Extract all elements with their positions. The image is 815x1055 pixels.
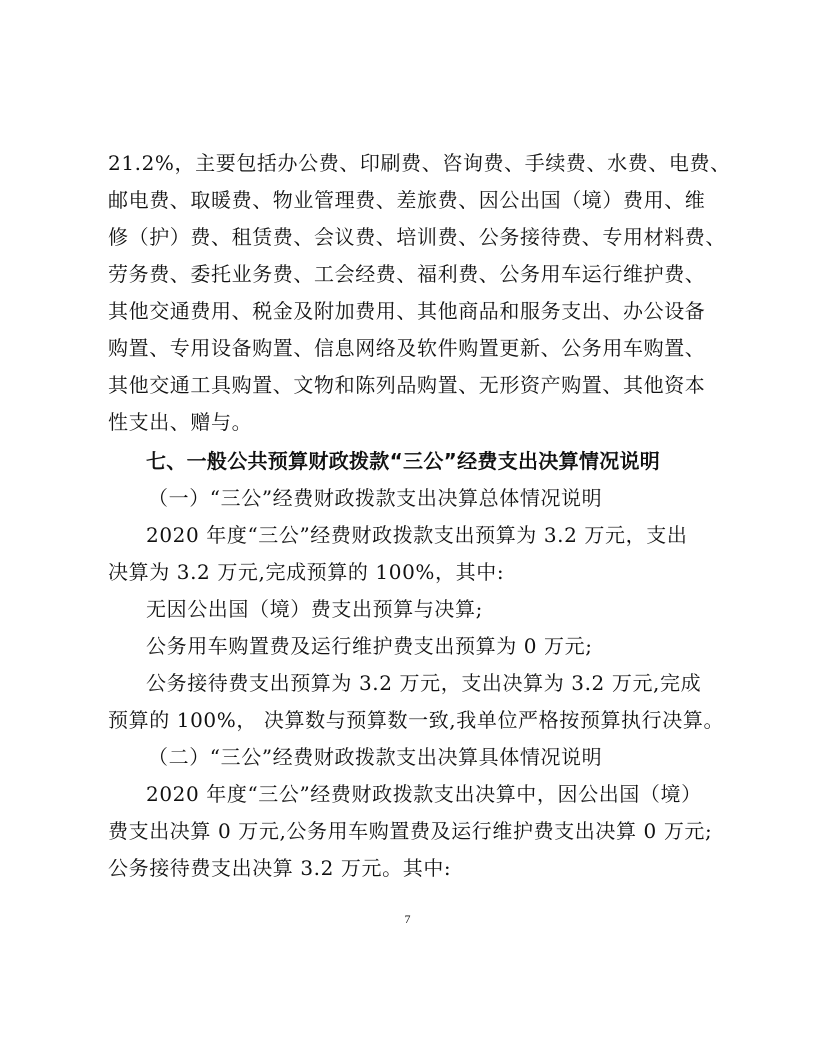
- body-text-line: 其他交通费用、税金及附加费用、其他商品和服务支出、办公设备: [108, 299, 706, 323]
- page-number: 7: [404, 912, 411, 926]
- body-text-line: 修（护）费、租赁费、会议费、培训费、公务接待费、专用材料费、: [108, 225, 726, 249]
- section-heading: 七、一般公共预算财政拨款“三公”经费支出决算情况说明: [146, 449, 661, 473]
- subsection-heading: （一）“三公”经费财政拨款支出决算总体情况说明: [148, 486, 603, 510]
- body-text-line: 决算为 3.2 万元,完成预算的 100%，其中:: [108, 560, 505, 584]
- body-text-line: 公务接待费支出预算为 3.2 万元，支出决算为 3.2 万元,完成: [146, 671, 702, 695]
- subsection-heading: （二）“三公”经费财政拨款支出决算具体情况说明: [148, 745, 603, 769]
- body-text-line: 2020 年度“三公”经费财政拨款支出决算中，因公出国（境）: [146, 782, 702, 806]
- body-text-line: 无因公出国（境）费支出预算与决算;: [146, 597, 483, 621]
- body-text-line: 性支出、赠与。: [108, 410, 253, 434]
- body-text-line: 其他交通工具购置、文物和陈列品购置、无形资产购置、其他资本: [108, 373, 706, 397]
- body-text-line: 邮电费、取暖费、物业管理费、差旅费、因公出国（境）费用、维: [108, 188, 706, 212]
- body-text-line: 21.2%，主要包括办公费、印刷费、咨询费、手续费、水费、电费、: [108, 151, 731, 175]
- body-text-line: 购置、专用设备购置、信息网络及软件购置更新、公务用车购置、: [108, 336, 706, 360]
- body-text-line: 公务用车购置费及运行维护费支出预算为 0 万元;: [146, 634, 593, 658]
- body-text-line: 公务接待费支出决算 3.2 万元。其中:: [108, 856, 452, 880]
- body-text-line: 劳务费、委托业务费、工会经费、福利费、公务用车运行维护费、: [108, 262, 706, 286]
- body-text-line: 2020 年度“三公”经费财政拨款支出预算为 3.2 万元，支出: [146, 523, 688, 547]
- body-text-line: 预算的 100%， 决算数与预算数一致,我单位严格按预算执行决算。: [108, 708, 725, 732]
- body-text-line: 费支出决算 0 万元,公务用车购置费及运行维护费支出决算 0 万元;: [108, 819, 713, 843]
